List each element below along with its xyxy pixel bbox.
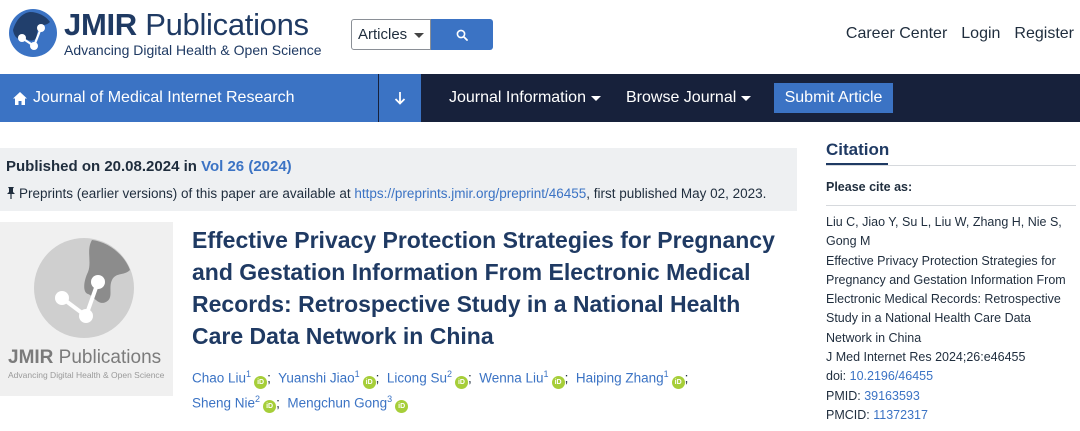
citation-pmcid [826, 406, 1078, 425]
citation-body [826, 213, 1078, 425]
search-type-select[interactable] [351, 19, 431, 50]
arrow-down-icon [394, 91, 406, 105]
citation-authors: Liu C, Jiao Y, Su L, Liu W, Zhang H, Nie S, Gong M [826, 215, 1062, 249]
nav-journal-label: Journal of Medical Internet Research [33, 89, 295, 106]
nav-journal-home[interactable] [0, 74, 378, 122]
doi-label: doi: [826, 369, 850, 384]
top-links [846, 25, 1074, 43]
brand-tagline: Advancing Digital Health & Open Science [64, 42, 322, 58]
orcid-icon[interactable]: iD [672, 376, 685, 389]
author-link[interactable]: Sheng Nie [192, 395, 256, 410]
doi-link[interactable]: 10.2196/46455 [849, 369, 934, 384]
affiliation-sup[interactable]: 1 [663, 369, 669, 379]
orcid-icon[interactable]: iD [363, 376, 376, 389]
citation-doi [826, 367, 1078, 386]
citation-title: Effective Privacy Protection Strategies for Pregnancy and Gestation Information From Electronic Medical Records: Retrospective Study in a National Health Care Data Network in China [826, 253, 1066, 345]
caret-down-icon [741, 96, 751, 101]
author-link[interactable]: Chao Liu [192, 370, 247, 386]
citation-journal-ref: J Med Internet Res 2024;26:e46455 [826, 350, 1026, 365]
thumbnail-tagline: Advancing Digital Health & Open Science [8, 370, 165, 380]
citation-pmid [826, 387, 1078, 406]
author-link[interactable]: Yuanshi Jiao [278, 370, 355, 386]
pmcid-link[interactable]: 11372317 [873, 407, 928, 422]
nav-journal-information-label: Journal Information [449, 89, 586, 106]
orcid-icon[interactable]: iD [395, 400, 408, 413]
citation-heading: Citation [826, 140, 890, 159]
career-center-link[interactable]: Career Center [845, 25, 948, 42]
volume-link[interactable]: Vol 26 (2024) [201, 158, 292, 175]
author-link[interactable]: Haiping Zhang [575, 370, 664, 386]
search-icon [456, 29, 468, 41]
preprint-line [6, 186, 766, 201]
affiliation-sup[interactable]: 2 [255, 393, 261, 404]
publication-info [0, 148, 797, 211]
nav-browse-journal-label: Browse Journal [626, 89, 737, 106]
orcid-icon[interactable]: iD [552, 376, 565, 389]
orcid-icon[interactable]: iD [254, 376, 267, 389]
affiliation-sup[interactable]: 2 [446, 369, 452, 379]
pmcid-label: PMCID: [826, 407, 874, 422]
login-link[interactable]: Login [961, 25, 1001, 42]
register-link[interactable]: Register [1014, 25, 1074, 42]
article-thumbnail [0, 222, 173, 396]
submit-article-button[interactable]: Submit Article [774, 83, 893, 113]
citation-divider [826, 205, 1076, 206]
author-link[interactable]: Licong Su [386, 370, 447, 386]
top-header [0, 0, 1080, 73]
please-cite-label: Please cite as: [826, 180, 913, 194]
preprint-suffix: , first published May 02, 2023. [586, 186, 767, 201]
nav-browse-journal[interactable] [626, 74, 751, 122]
caret-down-icon [414, 33, 424, 38]
jmir-logo-icon[interactable] [8, 8, 58, 58]
pmid-label: PMID: [826, 388, 865, 403]
author-list: Chao Liu$^1$iD ; Yuanshi Jiao$^1$iD ; Licong Su$^2$iD ; Wenna Liu$^1$iD ; Haiping Zhang$^1$iD ; Sheng Nie$^2$iD ; Mengchun Gong$^3$iD [192, 364, 752, 413]
jmir-logo-icon [32, 236, 136, 340]
search-button[interactable] [431, 19, 493, 50]
nav-dropdown-toggle[interactable] [379, 74, 421, 122]
thumbnail-brand: JMIR Publications [8, 347, 162, 368]
pmid-link[interactable]: 39163593 [864, 388, 920, 403]
author-link[interactable]: Mengchun Gong [287, 395, 388, 410]
nav-journal-information[interactable] [449, 74, 601, 122]
orcid-icon[interactable]: iD [455, 376, 468, 389]
author-link[interactable]: Wenna Liu [479, 370, 544, 386]
affiliation-sup[interactable]: 3 [387, 393, 393, 404]
preprint-link[interactable]: https://preprints.jmir.org/preprint/46455 [354, 186, 587, 201]
published-line [6, 158, 292, 175]
search-type-value: Articles [358, 26, 408, 43]
pin-icon [6, 187, 16, 199]
affiliation-sup[interactable]: 1 [246, 369, 252, 379]
affiliation-sup[interactable]: 1 [354, 369, 360, 379]
article-title: Effective Privacy Protection Strategies for Pregnancy and Gestation Information From Electronic Medical Records: Retrospective Study in a National Health Care Data Network in China [192, 227, 775, 349]
published-date-text: Published on 20.08.2024 in [6, 158, 202, 175]
brand-title[interactable]: JMIR Publications [64, 7, 309, 42]
citation-divider [826, 165, 1076, 166]
main-nav [0, 74, 1080, 122]
orcid-icon[interactable]: iD [263, 400, 276, 413]
home-icon [12, 91, 28, 106]
caret-down-icon [591, 96, 601, 101]
affiliation-sup[interactable]: 1 [543, 369, 549, 379]
preprint-prefix: Preprints (earlier versions) of this paper are available at [19, 186, 355, 201]
citation-heading-underline [826, 163, 888, 165]
